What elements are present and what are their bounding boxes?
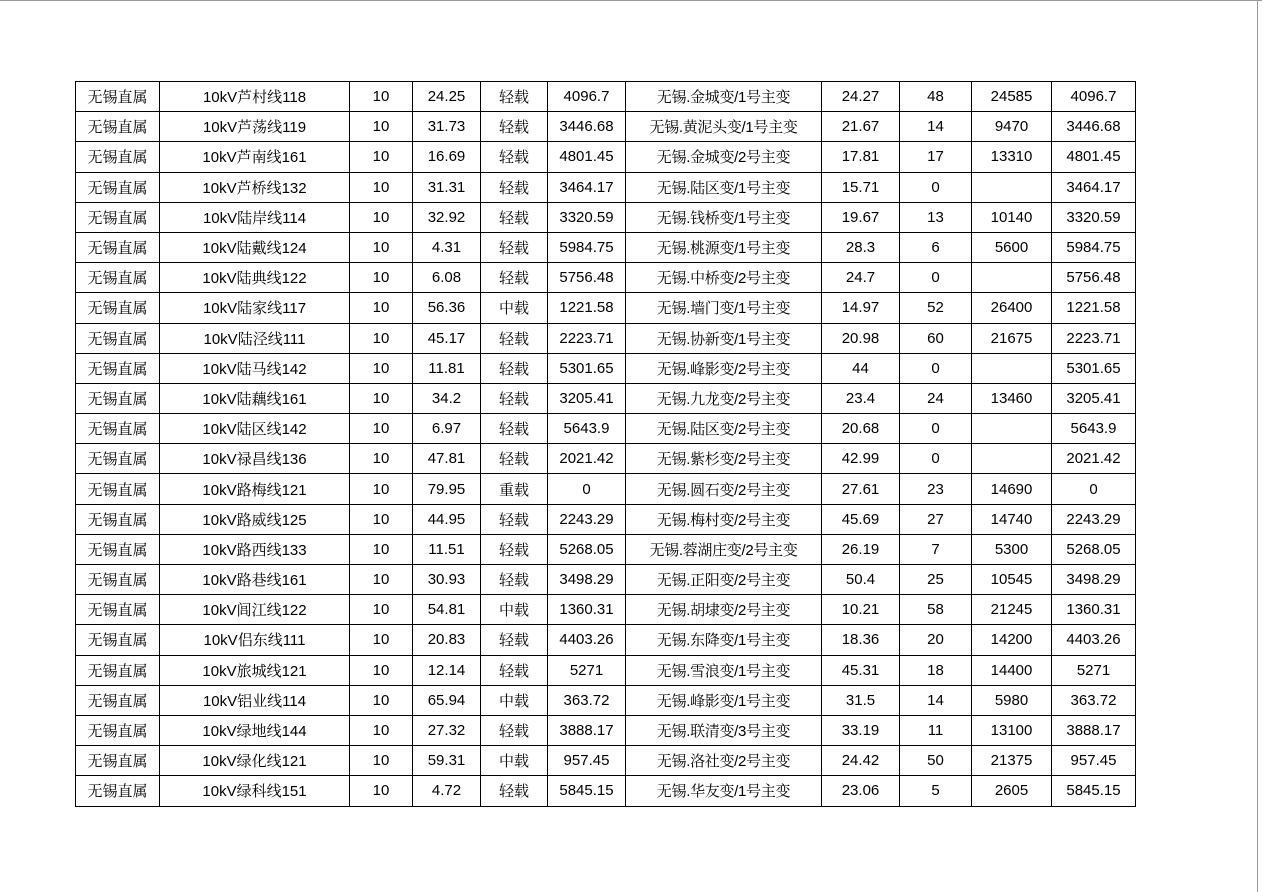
cell-company: 无锡直属 <box>76 625 160 655</box>
cell-line-name: 10kV闾江线122 <box>160 595 350 625</box>
cell-transformer-load-rate: 27.61 <box>822 474 900 504</box>
cell-line-name: 10kV旅城线121 <box>160 655 350 685</box>
cell-available-capacity: 957.45 <box>1052 746 1136 776</box>
cell-company: 无锡直属 <box>76 776 160 806</box>
cell-company: 无锡直属 <box>76 263 160 293</box>
cell-transformer-load-rate: 20.98 <box>822 323 900 353</box>
cell-voltage: 10 <box>350 595 413 625</box>
cell-voltage: 10 <box>350 383 413 413</box>
cell-user-count: 0 <box>900 353 972 383</box>
cell-load-status: 轻载 <box>481 504 548 534</box>
cell-transformer-load-rate: 10.21 <box>822 595 900 625</box>
cell-voltage: 10 <box>350 263 413 293</box>
cell-voltage: 10 <box>350 293 413 323</box>
cell-company: 无锡直属 <box>76 474 160 504</box>
cell-margin: 4801.45 <box>548 142 626 172</box>
cell-available-capacity: 5643.9 <box>1052 414 1136 444</box>
cell-load-status: 中载 <box>481 595 548 625</box>
cell-margin: 3498.29 <box>548 565 626 595</box>
page-right-border <box>1257 0 1258 892</box>
feeder-load-table <box>75 81 1136 807</box>
cell-substation-transformer: 无锡.协新变/1号主变 <box>626 323 822 353</box>
cell-available-capacity: 5756.48 <box>1052 263 1136 293</box>
cell-user-count: 11 <box>900 715 972 745</box>
cell-load-rate: 79.95 <box>413 474 481 504</box>
cell-transformer-load-rate: 23.4 <box>822 383 900 413</box>
cell-line-name: 10kV陆家线117 <box>160 293 350 323</box>
cell-voltage: 10 <box>350 746 413 776</box>
cell-margin: 363.72 <box>548 685 626 715</box>
cell-line-name: 10kV路威线125 <box>160 504 350 534</box>
cell-capacity: 21375 <box>972 746 1052 776</box>
cell-capacity <box>972 263 1052 293</box>
cell-available-capacity: 3320.59 <box>1052 202 1136 232</box>
cell-transformer-load-rate: 24.42 <box>822 746 900 776</box>
cell-line-name: 10kV侣东线111 <box>160 625 350 655</box>
cell-substation-transformer: 无锡.金城变/1号主变 <box>626 82 822 112</box>
cell-company: 无锡直属 <box>76 534 160 564</box>
cell-capacity: 10140 <box>972 202 1052 232</box>
cell-margin: 3446.68 <box>548 112 626 142</box>
cell-capacity <box>972 444 1052 474</box>
cell-load-rate: 11.81 <box>413 353 481 383</box>
cell-load-rate: 16.69 <box>413 142 481 172</box>
cell-company: 无锡直属 <box>76 383 160 413</box>
cell-substation-transformer: 无锡.洛社变/2号主变 <box>626 746 822 776</box>
cell-load-rate: 31.73 <box>413 112 481 142</box>
table-row <box>76 353 1136 383</box>
cell-load-rate: 56.36 <box>413 293 481 323</box>
cell-line-name: 10kV绿地线144 <box>160 715 350 745</box>
cell-margin: 3888.17 <box>548 715 626 745</box>
cell-user-count: 7 <box>900 534 972 564</box>
cell-load-status: 轻载 <box>481 323 548 353</box>
cell-line-name: 10kV路梅线121 <box>160 474 350 504</box>
cell-available-capacity: 3464.17 <box>1052 172 1136 202</box>
cell-transformer-load-rate: 50.4 <box>822 565 900 595</box>
cell-transformer-load-rate: 18.36 <box>822 625 900 655</box>
cell-capacity: 9470 <box>972 112 1052 142</box>
cell-margin: 3464.17 <box>548 172 626 202</box>
cell-substation-transformer: 无锡.华友变/1号主变 <box>626 776 822 806</box>
cell-load-status: 轻载 <box>481 655 548 685</box>
cell-available-capacity: 5301.65 <box>1052 353 1136 383</box>
cell-voltage: 10 <box>350 112 413 142</box>
cell-voltage: 10 <box>350 232 413 262</box>
table-row <box>76 172 1136 202</box>
cell-margin: 2223.71 <box>548 323 626 353</box>
cell-company: 无锡直属 <box>76 323 160 353</box>
cell-voltage: 10 <box>350 534 413 564</box>
cell-load-rate: 4.31 <box>413 232 481 262</box>
cell-load-status: 轻载 <box>481 444 548 474</box>
cell-voltage: 10 <box>350 655 413 685</box>
cell-capacity: 14400 <box>972 655 1052 685</box>
cell-user-count: 17 <box>900 142 972 172</box>
cell-user-count: 6 <box>900 232 972 262</box>
table-row <box>76 112 1136 142</box>
page-top-border <box>0 0 1262 1</box>
cell-voltage: 10 <box>350 625 413 655</box>
cell-voltage: 10 <box>350 504 413 534</box>
table-row <box>76 444 1136 474</box>
cell-substation-transformer: 无锡.峰影变/1号主变 <box>626 685 822 715</box>
cell-user-count: 52 <box>900 293 972 323</box>
cell-substation-transformer: 无锡.蓉湖庄变/2号主变 <box>626 534 822 564</box>
cell-substation-transformer: 无锡.联清变/3号主变 <box>626 715 822 745</box>
cell-load-status: 轻载 <box>481 172 548 202</box>
cell-company: 无锡直属 <box>76 565 160 595</box>
cell-user-count: 14 <box>900 685 972 715</box>
cell-capacity <box>972 353 1052 383</box>
cell-available-capacity: 0 <box>1052 474 1136 504</box>
table-row <box>76 202 1136 232</box>
cell-load-status: 轻载 <box>481 202 548 232</box>
cell-available-capacity: 3446.68 <box>1052 112 1136 142</box>
cell-transformer-load-rate: 26.19 <box>822 534 900 564</box>
cell-substation-transformer: 无锡.九龙变/2号主变 <box>626 383 822 413</box>
cell-transformer-load-rate: 44 <box>822 353 900 383</box>
cell-substation-transformer: 无锡.紫杉变/2号主变 <box>626 444 822 474</box>
cell-capacity: 10545 <box>972 565 1052 595</box>
cell-voltage: 10 <box>350 414 413 444</box>
cell-user-count: 48 <box>900 82 972 112</box>
cell-line-name: 10kV陆藕线161 <box>160 383 350 413</box>
cell-company: 无锡直属 <box>76 655 160 685</box>
cell-available-capacity: 1360.31 <box>1052 595 1136 625</box>
cell-transformer-load-rate: 19.67 <box>822 202 900 232</box>
cell-transformer-load-rate: 42.99 <box>822 444 900 474</box>
cell-capacity: 5600 <box>972 232 1052 262</box>
table-row <box>76 504 1136 534</box>
table-row <box>76 474 1136 504</box>
cell-load-status: 轻载 <box>481 534 548 564</box>
cell-capacity: 14740 <box>972 504 1052 534</box>
cell-substation-transformer: 无锡.东降变/1号主变 <box>626 625 822 655</box>
cell-load-status: 轻载 <box>481 82 548 112</box>
cell-load-status: 轻载 <box>481 383 548 413</box>
cell-load-rate: 20.83 <box>413 625 481 655</box>
cell-load-status: 轻载 <box>481 414 548 444</box>
cell-margin: 2243.29 <box>548 504 626 534</box>
table-row <box>76 414 1136 444</box>
cell-substation-transformer: 无锡.桃源变/1号主变 <box>626 232 822 262</box>
cell-user-count: 0 <box>900 172 972 202</box>
table-row <box>76 565 1136 595</box>
cell-voltage: 10 <box>350 565 413 595</box>
cell-voltage: 10 <box>350 172 413 202</box>
cell-user-count: 0 <box>900 263 972 293</box>
cell-load-status: 轻载 <box>481 263 548 293</box>
cell-capacity: 21245 <box>972 595 1052 625</box>
cell-available-capacity: 5271 <box>1052 655 1136 685</box>
cell-load-rate: 47.81 <box>413 444 481 474</box>
cell-capacity <box>972 414 1052 444</box>
cell-line-name: 10kV陆泾线111 <box>160 323 350 353</box>
cell-margin: 4096.7 <box>548 82 626 112</box>
cell-capacity: 13310 <box>972 142 1052 172</box>
cell-substation-transformer: 无锡.中桥变/2号主变 <box>626 263 822 293</box>
cell-available-capacity: 363.72 <box>1052 685 1136 715</box>
cell-company: 无锡直属 <box>76 232 160 262</box>
cell-line-name: 10kV绿科线151 <box>160 776 350 806</box>
cell-company: 无锡直属 <box>76 112 160 142</box>
cell-load-rate: 30.93 <box>413 565 481 595</box>
cell-company: 无锡直属 <box>76 202 160 232</box>
cell-user-count: 14 <box>900 112 972 142</box>
cell-substation-transformer: 无锡.雪浪变/1号主变 <box>626 655 822 685</box>
cell-substation-transformer: 无锡.钱桥变/1号主变 <box>626 202 822 232</box>
cell-company: 无锡直属 <box>76 504 160 534</box>
cell-voltage: 10 <box>350 474 413 504</box>
cell-company: 无锡直属 <box>76 715 160 745</box>
table-row <box>76 534 1136 564</box>
cell-user-count: 23 <box>900 474 972 504</box>
cell-line-name: 10kV芦桥线132 <box>160 172 350 202</box>
cell-company: 无锡直属 <box>76 414 160 444</box>
cell-available-capacity: 2223.71 <box>1052 323 1136 353</box>
cell-load-status: 重载 <box>481 474 548 504</box>
cell-voltage: 10 <box>350 444 413 474</box>
cell-line-name: 10kV铝业线114 <box>160 685 350 715</box>
cell-margin: 5268.05 <box>548 534 626 564</box>
table-row <box>76 625 1136 655</box>
cell-load-status: 中载 <box>481 746 548 776</box>
cell-line-name: 10kV陆岸线114 <box>160 202 350 232</box>
cell-company: 无锡直属 <box>76 595 160 625</box>
cell-voltage: 10 <box>350 202 413 232</box>
cell-transformer-load-rate: 45.69 <box>822 504 900 534</box>
cell-capacity: 13100 <box>972 715 1052 745</box>
cell-line-name: 10kV绿化线121 <box>160 746 350 776</box>
cell-load-rate: 12.14 <box>413 655 481 685</box>
cell-transformer-load-rate: 24.7 <box>822 263 900 293</box>
cell-load-rate: 27.32 <box>413 715 481 745</box>
cell-capacity: 21675 <box>972 323 1052 353</box>
cell-user-count: 0 <box>900 414 972 444</box>
cell-load-status: 轻载 <box>481 625 548 655</box>
cell-company: 无锡直属 <box>76 685 160 715</box>
cell-available-capacity: 4096.7 <box>1052 82 1136 112</box>
cell-voltage: 10 <box>350 142 413 172</box>
cell-load-status: 轻载 <box>481 142 548 172</box>
cell-transformer-load-rate: 20.68 <box>822 414 900 444</box>
table-row <box>76 655 1136 685</box>
cell-line-name: 10kV路巷线161 <box>160 565 350 595</box>
cell-line-name: 10kV陆区线142 <box>160 414 350 444</box>
cell-margin: 5271 <box>548 655 626 685</box>
cell-load-rate: 54.81 <box>413 595 481 625</box>
cell-margin: 5756.48 <box>548 263 626 293</box>
cell-company: 无锡直属 <box>76 142 160 172</box>
table-row <box>76 232 1136 262</box>
cell-user-count: 27 <box>900 504 972 534</box>
cell-available-capacity: 1221.58 <box>1052 293 1136 323</box>
cell-company: 无锡直属 <box>76 172 160 202</box>
cell-line-name: 10kV陆戴线124 <box>160 232 350 262</box>
table-row <box>76 715 1136 745</box>
cell-line-name: 10kV陆马线142 <box>160 353 350 383</box>
table-row <box>76 595 1136 625</box>
cell-user-count: 5 <box>900 776 972 806</box>
cell-available-capacity: 3205.41 <box>1052 383 1136 413</box>
cell-company: 无锡直属 <box>76 353 160 383</box>
cell-substation-transformer: 无锡.梅村变/2号主变 <box>626 504 822 534</box>
cell-substation-transformer: 无锡.金城变/2号主变 <box>626 142 822 172</box>
cell-available-capacity: 4801.45 <box>1052 142 1136 172</box>
cell-load-rate: 31.31 <box>413 172 481 202</box>
cell-load-status: 中载 <box>481 685 548 715</box>
cell-available-capacity: 5984.75 <box>1052 232 1136 262</box>
cell-available-capacity: 3498.29 <box>1052 565 1136 595</box>
cell-user-count: 18 <box>900 655 972 685</box>
cell-capacity: 26400 <box>972 293 1052 323</box>
cell-line-name: 10kV陆典线122 <box>160 263 350 293</box>
cell-user-count: 25 <box>900 565 972 595</box>
cell-voltage: 10 <box>350 715 413 745</box>
cell-available-capacity: 2243.29 <box>1052 504 1136 534</box>
cell-transformer-load-rate: 14.97 <box>822 293 900 323</box>
cell-load-status: 轻载 <box>481 353 548 383</box>
cell-transformer-load-rate: 15.71 <box>822 172 900 202</box>
cell-substation-transformer: 无锡.圆石变/2号主变 <box>626 474 822 504</box>
cell-substation-transformer: 无锡.陆区变/1号主变 <box>626 172 822 202</box>
cell-load-rate: 45.17 <box>413 323 481 353</box>
cell-transformer-load-rate: 23.06 <box>822 776 900 806</box>
cell-voltage: 10 <box>350 776 413 806</box>
cell-capacity: 2605 <box>972 776 1052 806</box>
cell-available-capacity: 5268.05 <box>1052 534 1136 564</box>
cell-margin: 0 <box>548 474 626 504</box>
cell-load-rate: 6.08 <box>413 263 481 293</box>
cell-margin: 3205.41 <box>548 383 626 413</box>
cell-margin: 5301.65 <box>548 353 626 383</box>
cell-load-rate: 4.72 <box>413 776 481 806</box>
cell-line-name: 10kV禄昌线136 <box>160 444 350 474</box>
cell-substation-transformer: 无锡.胡埭变/2号主变 <box>626 595 822 625</box>
table-row <box>76 82 1136 112</box>
cell-transformer-load-rate: 21.67 <box>822 112 900 142</box>
cell-available-capacity: 2021.42 <box>1052 444 1136 474</box>
table-row <box>76 746 1136 776</box>
cell-available-capacity: 4403.26 <box>1052 625 1136 655</box>
cell-line-name: 10kV芦村线118 <box>160 82 350 112</box>
cell-user-count: 24 <box>900 383 972 413</box>
cell-margin: 1221.58 <box>548 293 626 323</box>
cell-capacity: 14690 <box>972 474 1052 504</box>
cell-voltage: 10 <box>350 353 413 383</box>
cell-load-rate: 24.25 <box>413 82 481 112</box>
cell-load-status: 轻载 <box>481 776 548 806</box>
cell-capacity: 14200 <box>972 625 1052 655</box>
cell-user-count: 13 <box>900 202 972 232</box>
cell-load-rate: 34.2 <box>413 383 481 413</box>
cell-load-rate: 11.51 <box>413 534 481 564</box>
cell-capacity: 24585 <box>972 82 1052 112</box>
cell-line-name: 10kV芦荡线119 <box>160 112 350 142</box>
cell-margin: 2021.42 <box>548 444 626 474</box>
cell-substation-transformer: 无锡.正阳变/2号主变 <box>626 565 822 595</box>
cell-capacity: 5980 <box>972 685 1052 715</box>
table-row <box>76 142 1136 172</box>
table-row <box>76 293 1136 323</box>
table-row <box>76 776 1136 806</box>
cell-transformer-load-rate: 17.81 <box>822 142 900 172</box>
cell-transformer-load-rate: 24.27 <box>822 82 900 112</box>
cell-company: 无锡直属 <box>76 82 160 112</box>
cell-transformer-load-rate: 33.19 <box>822 715 900 745</box>
cell-margin: 5845.15 <box>548 776 626 806</box>
cell-user-count: 20 <box>900 625 972 655</box>
table-row <box>76 263 1136 293</box>
cell-line-name: 10kV芦南线161 <box>160 142 350 172</box>
cell-user-count: 60 <box>900 323 972 353</box>
cell-voltage: 10 <box>350 685 413 715</box>
cell-user-count: 58 <box>900 595 972 625</box>
cell-load-rate: 6.97 <box>413 414 481 444</box>
cell-substation-transformer: 无锡.峰影变/2号主变 <box>626 353 822 383</box>
cell-load-rate: 65.94 <box>413 685 481 715</box>
cell-load-rate: 44.95 <box>413 504 481 534</box>
cell-load-status: 轻载 <box>481 112 548 142</box>
cell-capacity: 13460 <box>972 383 1052 413</box>
table-row <box>76 323 1136 353</box>
cell-user-count: 0 <box>900 444 972 474</box>
cell-margin: 4403.26 <box>548 625 626 655</box>
cell-capacity <box>972 172 1052 202</box>
cell-load-status: 中载 <box>481 293 548 323</box>
cell-voltage: 10 <box>350 82 413 112</box>
cell-line-name: 10kV路西线133 <box>160 534 350 564</box>
cell-load-status: 轻载 <box>481 232 548 262</box>
cell-margin: 3320.59 <box>548 202 626 232</box>
cell-transformer-load-rate: 31.5 <box>822 685 900 715</box>
table-row <box>76 685 1136 715</box>
cell-load-rate: 32.92 <box>413 202 481 232</box>
cell-load-status: 轻载 <box>481 715 548 745</box>
cell-substation-transformer: 无锡.黄泥头变/1号主变 <box>626 112 822 142</box>
cell-voltage: 10 <box>350 323 413 353</box>
cell-company: 无锡直属 <box>76 746 160 776</box>
cell-load-rate: 59.31 <box>413 746 481 776</box>
cell-transformer-load-rate: 28.3 <box>822 232 900 262</box>
cell-substation-transformer: 无锡.墙门变/1号主变 <box>626 293 822 323</box>
cell-capacity: 5300 <box>972 534 1052 564</box>
cell-margin: 1360.31 <box>548 595 626 625</box>
cell-available-capacity: 3888.17 <box>1052 715 1136 745</box>
cell-company: 无锡直属 <box>76 444 160 474</box>
cell-available-capacity: 5845.15 <box>1052 776 1136 806</box>
cell-load-status: 轻载 <box>481 565 548 595</box>
cell-margin: 5643.9 <box>548 414 626 444</box>
cell-substation-transformer: 无锡.陆区变/2号主变 <box>626 414 822 444</box>
cell-transformer-load-rate: 45.31 <box>822 655 900 685</box>
cell-margin: 957.45 <box>548 746 626 776</box>
cell-company: 无锡直属 <box>76 293 160 323</box>
table-row <box>76 383 1136 413</box>
table-body <box>76 82 1136 807</box>
cell-margin: 5984.75 <box>548 232 626 262</box>
cell-user-count: 50 <box>900 746 972 776</box>
